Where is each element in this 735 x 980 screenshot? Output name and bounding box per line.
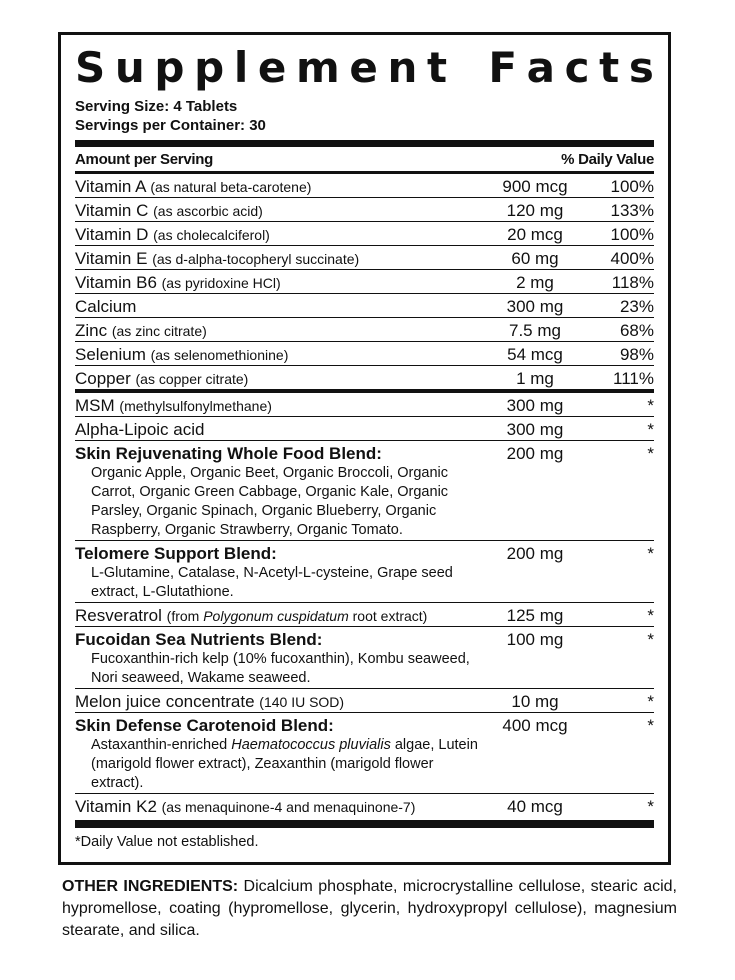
nutrient-amount: 40 mcg: [507, 797, 563, 816]
title-t1: t: [427, 43, 448, 92]
nutrient-note: (as menaquinone-4 and menaquinone-7): [161, 799, 416, 815]
table-row: [75, 270, 654, 294]
vitamin-rows: [75, 174, 654, 389]
nutrient-amount: 54 mcg: [507, 345, 563, 364]
footnote: *Daily Value not established.: [75, 834, 259, 850]
title-S: S: [75, 43, 106, 92]
daily-value-label: % Daily Value: [561, 150, 654, 168]
nutrient-amount: 300 mg: [506, 396, 564, 415]
table-row-fucoidan-blend: [75, 627, 654, 689]
nutrient-amount: 200 mg: [506, 444, 564, 463]
nutrient-dv: 111%: [613, 369, 654, 388]
title-F: F: [488, 43, 518, 92]
nutrient-note: (as zinc citrate): [111, 323, 207, 339]
table-row-skin-blend: [75, 441, 654, 541]
nutrient-amount: 20 mcg: [507, 225, 563, 244]
table-row-resveratrol: [75, 603, 654, 627]
serving-size: Serving Size: 4 Tablets: [75, 98, 238, 115]
title-s: s: [628, 43, 654, 92]
nutrient-amount: 1 mg: [516, 369, 554, 388]
nutrient-note: (as ascorbic acid): [153, 203, 263, 219]
nutrient-note: (as selenomethionine): [150, 347, 289, 363]
amount-per-serving-label: Amount per Serving: [75, 150, 213, 168]
nutrient-name: Resveratrol: [75, 606, 162, 625]
servings-per-container: Servings per Container: 30: [75, 117, 266, 134]
nutrient-amount: 100 mg: [506, 630, 564, 649]
nutrient-amount: 60 mg: [511, 249, 559, 268]
nutrient-name: Zinc: [75, 321, 108, 340]
table-header: [75, 147, 654, 174]
nutrient-amount: 10 mg: [511, 692, 559, 711]
title-a: a: [526, 43, 556, 92]
title-c: c: [564, 43, 590, 92]
table-row: [75, 198, 654, 222]
blend-name: Fucoidan Sea Nutrients Blend:: [75, 630, 323, 649]
nutrient-note: (140 IU SOD): [259, 694, 345, 710]
table-row-telomere-blend: [75, 541, 654, 603]
nutrient-note: (from Polygonum cuspidatum root extract): [166, 608, 428, 624]
nutrient-dv: 100%: [610, 177, 654, 196]
supplement-facts-panel: [58, 32, 671, 865]
nutrient-name: Melon juice concentrate: [75, 692, 255, 711]
title-n: n: [387, 43, 418, 92]
nutrient-note: (methylsulfonylmethane): [119, 398, 272, 414]
title-e1: e: [257, 43, 287, 92]
nutrient-amount: 300 mg: [506, 297, 564, 316]
nutrient-name: Alpha-Lipoic acid: [75, 420, 205, 439]
divider-bottom: [75, 820, 654, 828]
nutrient-dv: *: [647, 420, 654, 439]
blend-name: Skin Rejuvenating Whole Food Blend:: [75, 444, 382, 463]
nutrient-amount: 400 mcg: [502, 716, 568, 735]
nutrient-name: Vitamin E: [75, 249, 148, 268]
nutrient-amount: 7.5 mg: [509, 321, 561, 340]
title-m: m: [295, 43, 340, 92]
nutrient-name: MSM: [75, 396, 115, 415]
blend-description: L-Glutamine, Catalase, N-Acetyl-L-cysteine, Grape seed extract, L-Glutathione.: [91, 565, 453, 600]
table-row-alpha-lipoic: [75, 417, 654, 441]
nutrient-amount: 125 mg: [506, 606, 564, 625]
nutrient-note: (as copper citrate): [135, 371, 249, 387]
divider-thick: [75, 140, 654, 147]
nutrient-dv: 118%: [611, 273, 654, 292]
blend-description: Organic Apple, Organic Beet, Organic Broccoli, Organic Carrot, Organic Green Cabbage, Organic Kale, Organic Parsley, Organic Spinach, Organic Blueberry, Organic Raspberry, Organic Strawberry, Organic Tomato.: [91, 465, 449, 538]
other-ingredients: [62, 876, 677, 942]
title-u: u: [114, 43, 145, 92]
nutrient-dv: *: [647, 630, 654, 649]
other-ingredients-text: Dicalcium phosphate, microcrystalline cellulose, stearic acid, hypromellose, coating (hypromellose, glycerin, hydroxypropyl cellulose), magnesium stearate, and silica.: [62, 878, 677, 939]
nutrient-dv: 23%: [619, 297, 654, 316]
table-row: [75, 174, 654, 198]
title-e2: e: [349, 43, 378, 92]
table-row: [75, 318, 654, 342]
nutrient-dv: 98%: [619, 345, 654, 364]
nutrient-note: (as pyridoxine HCl): [161, 275, 281, 291]
table-row: [75, 366, 654, 389]
table-row: [75, 222, 654, 246]
nutrient-dv: 68%: [619, 321, 654, 340]
title-l: l: [233, 43, 249, 92]
nutrient-dv: *: [647, 716, 654, 735]
nutrient-note: (as natural beta-carotene): [150, 179, 312, 195]
nutrient-name: Copper: [75, 369, 131, 388]
nutrient-dv: *: [647, 606, 654, 625]
nutrient-dv: 133%: [610, 201, 654, 220]
nutrient-name: Vitamin D: [75, 225, 149, 244]
title-p2: p: [194, 43, 225, 92]
nutrient-amount: 200 mg: [506, 544, 564, 563]
table-row: [75, 246, 654, 270]
blend-name: Skin Defense Carotenoid Blend:: [75, 716, 334, 735]
title-p1: p: [154, 43, 185, 92]
nutrient-amount: 900 mcg: [502, 177, 568, 196]
nutrient-amount: 2 mg: [516, 273, 554, 292]
nutrient-name: Selenium: [75, 345, 146, 364]
blend-name: Telomere Support Blend:: [75, 544, 277, 563]
nutrient-name: Vitamin A: [75, 177, 146, 196]
nutrient-dv: 100%: [610, 225, 654, 244]
nutrient-amount: 300 mg: [506, 420, 564, 439]
title-t2: t: [599, 43, 620, 92]
table-row-melon: [75, 689, 654, 713]
table-row: [75, 294, 654, 318]
nutrient-name: Vitamin B6: [75, 273, 157, 292]
other-ingredients-label: OTHER INGREDIENTS:: [62, 878, 239, 895]
blend-description: Astaxanthin-enriched Haematococcus pluvialis algae, Lutein (marigold flower extract), Zeaxanthin (marigold flower extract).: [91, 737, 478, 791]
table-row-vitamin-k2: [75, 794, 654, 820]
nutrient-dv: *: [647, 396, 654, 415]
nutrient-name: Calcium: [75, 297, 137, 316]
nutrient-note: (as d-alpha-tocopheryl succinate): [152, 251, 360, 267]
nutrient-dv: *: [647, 444, 654, 463]
nutrient-dv: *: [647, 692, 654, 711]
nutrient-dv: *: [647, 544, 654, 563]
nutrient-dv: *: [647, 797, 654, 816]
nutrient-amount: 120 mg: [506, 201, 564, 220]
table-row: [75, 342, 654, 366]
nutrient-name: Vitamin C: [75, 201, 149, 220]
nutrient-dv: 400%: [610, 249, 654, 268]
serving-info: [75, 97, 654, 135]
nutrient-note: (as cholecalciferol): [153, 227, 270, 243]
blend-description: Fucoxanthin-rich kelp (10% fucoxanthin), Kombu seaweed, Nori seaweed, Wakame seaweed.: [91, 651, 470, 686]
panel-title: [75, 43, 654, 92]
table-row-msm: [75, 393, 654, 417]
table-row-carotenoid-blend: [75, 713, 654, 794]
nutrient-name: Vitamin K2: [75, 797, 157, 816]
